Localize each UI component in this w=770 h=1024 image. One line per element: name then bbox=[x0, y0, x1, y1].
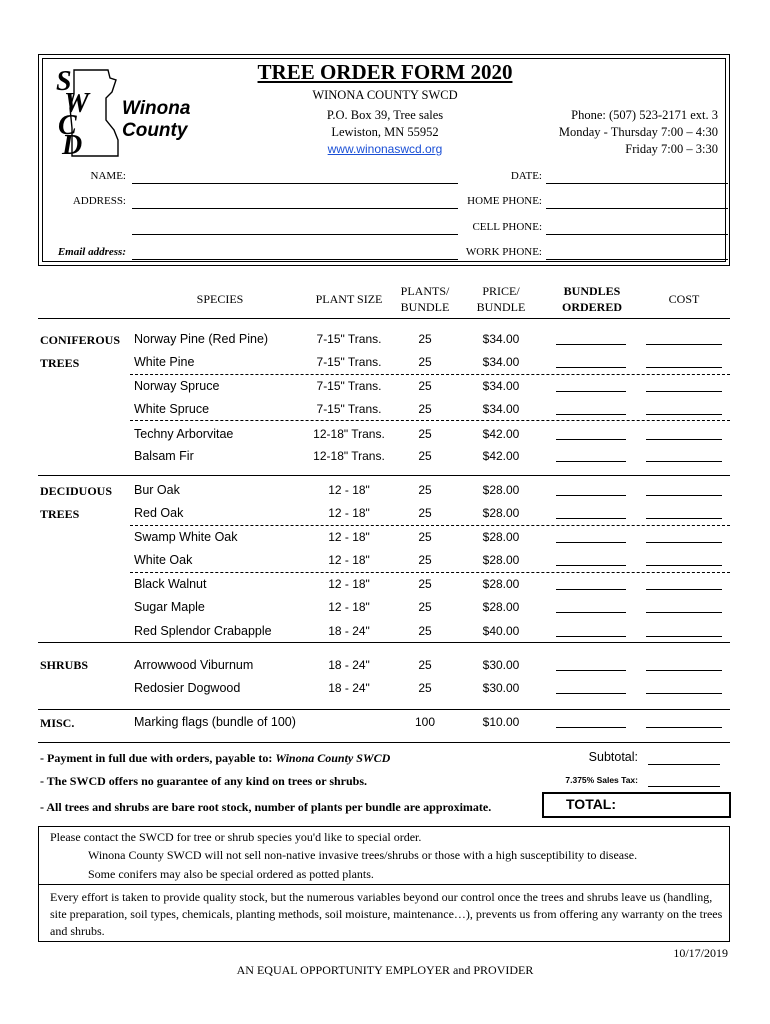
bundles-ordered-field[interactable] bbox=[556, 495, 626, 496]
cost-field[interactable] bbox=[646, 565, 722, 566]
species-name: Techny Arborvitae bbox=[134, 427, 234, 441]
bundles-ordered-field[interactable] bbox=[556, 670, 626, 671]
cell-phone-label: CELL PHONE: bbox=[472, 221, 542, 233]
col-cost: COST bbox=[668, 292, 700, 306]
species-name: Arrowwood Viburnum bbox=[134, 658, 254, 672]
plants-per-bundle: 25 bbox=[418, 530, 432, 544]
logo-name-winona: Winona bbox=[122, 98, 191, 119]
price-per-bundle: $28.00 bbox=[482, 530, 520, 544]
address-label: ADDRESS: bbox=[72, 195, 126, 207]
species-name: Red Splendor Crabapple bbox=[134, 624, 272, 638]
cost-field[interactable] bbox=[646, 391, 722, 392]
category-coniferous: CONIFEROUS bbox=[40, 333, 121, 347]
price-per-bundle: $30.00 bbox=[482, 658, 520, 672]
price-per-bundle: $30.00 bbox=[482, 681, 520, 695]
price-per-bundle: $28.00 bbox=[482, 553, 520, 567]
bundles-ordered-field[interactable] bbox=[556, 518, 626, 519]
category-misc: MISC. bbox=[40, 716, 75, 730]
bundles-ordered-field[interactable] bbox=[556, 414, 626, 415]
address-field[interactable] bbox=[132, 208, 458, 209]
category-coniferous-trees: TREES bbox=[40, 356, 80, 370]
plants-per-bundle: 25 bbox=[418, 681, 432, 695]
price-per-bundle: $42.00 bbox=[482, 449, 520, 463]
guarantee-note: - The SWCD offers no guarantee of any kind on trees or shrubs. bbox=[40, 774, 368, 788]
plants-per-bundle: 25 bbox=[418, 553, 432, 567]
price-per-bundle: $28.00 bbox=[482, 506, 520, 520]
divider bbox=[38, 318, 730, 319]
plant-size: 12 - 18" bbox=[328, 577, 370, 591]
bare-root-note: - All trees and shrubs are bare root stock, number of plants per bundle are approximate. bbox=[40, 800, 492, 814]
plants-per-bundle: 25 bbox=[418, 506, 432, 520]
bundles-ordered-field[interactable] bbox=[556, 542, 626, 543]
price-per-bundle: $42.00 bbox=[482, 427, 520, 441]
species-name: Sugar Maple bbox=[134, 600, 205, 614]
divider bbox=[38, 742, 730, 743]
plants-per-bundle: 25 bbox=[418, 658, 432, 672]
name-field[interactable] bbox=[132, 183, 458, 184]
address-line-1: P.O. Box 39, Tree sales bbox=[326, 108, 444, 122]
warranty-note: Every effort is taken to provide quality stock, but the numerous variables beyond our control once the trees and shrubs leave us (handling, site preparation, soil types, chemicals, planting methods, soil moisture, maintenance…), prevents us from offering any warranty on the trees and shrubs. bbox=[50, 890, 723, 938]
plant-size: 18 - 24" bbox=[328, 681, 370, 695]
plant-size: 7-15" Trans. bbox=[316, 402, 382, 416]
date-label: DATE: bbox=[510, 170, 542, 182]
bundles-ordered-field[interactable] bbox=[556, 367, 626, 368]
revision-date: 10/17/2019 bbox=[673, 946, 728, 960]
payment-note-text: - Payment in full due with orders, payable to: bbox=[40, 751, 276, 765]
cost-field[interactable] bbox=[646, 461, 722, 462]
hours-friday: Friday 7:00 – 3:30 bbox=[625, 142, 718, 156]
plants-per-bundle: 25 bbox=[418, 379, 432, 393]
bundles-ordered-field[interactable] bbox=[556, 612, 626, 613]
potted-note: Some conifers may also be special ordered as potted plants. bbox=[88, 867, 374, 881]
price-per-bundle: $34.00 bbox=[482, 355, 520, 369]
divider bbox=[38, 475, 730, 476]
cost-field[interactable] bbox=[646, 612, 722, 613]
cell-phone-field[interactable] bbox=[546, 234, 728, 235]
name-label: NAME: bbox=[90, 170, 126, 182]
price-per-bundle: $10.00 bbox=[482, 715, 520, 729]
plants-per-bundle: 25 bbox=[418, 427, 432, 441]
col-plants-bundle-1: PLANTS/ bbox=[400, 284, 450, 298]
species-name: Red Oak bbox=[134, 506, 184, 520]
col-species: SPECIES bbox=[196, 292, 244, 306]
species-name: White Spruce bbox=[134, 402, 210, 416]
home-phone-field[interactable] bbox=[546, 208, 728, 209]
species-name: Balsam Fir bbox=[134, 449, 194, 463]
price-per-bundle: $40.00 bbox=[482, 624, 520, 638]
bundles-ordered-field[interactable] bbox=[556, 344, 626, 345]
total-label: TOTAL: bbox=[566, 796, 617, 812]
bundles-ordered-field[interactable] bbox=[556, 565, 626, 566]
dashed-divider bbox=[130, 420, 730, 421]
bundles-ordered-field[interactable] bbox=[556, 636, 626, 637]
col-plants-bundle-2: BUNDLE bbox=[400, 300, 450, 314]
cost-field[interactable] bbox=[646, 589, 722, 590]
org-name: WINONA COUNTY SWCD bbox=[312, 88, 458, 102]
plant-size: 7-15" Trans. bbox=[316, 379, 382, 393]
special-order-text: Please contact the SWCD for tree or shrub species you'd like to special order. bbox=[50, 830, 422, 844]
bundles-ordered-field[interactable] bbox=[556, 589, 626, 590]
plant-size: 18 - 24" bbox=[328, 658, 370, 672]
divider bbox=[38, 709, 730, 710]
species-name: Black Walnut bbox=[134, 577, 207, 591]
date-field[interactable] bbox=[546, 183, 728, 184]
sales-tax-label: 7.375% Sales Tax: bbox=[565, 775, 638, 785]
logo-letter-s: S bbox=[56, 66, 72, 97]
plants-per-bundle: 25 bbox=[418, 332, 432, 346]
cost-field[interactable] bbox=[646, 414, 722, 415]
species-name: White Oak bbox=[134, 553, 193, 567]
price-per-bundle: $28.00 bbox=[482, 577, 520, 591]
plant-size: 12 - 18" bbox=[328, 530, 370, 544]
category-shrubs: SHRUBS bbox=[40, 658, 89, 672]
cost-field[interactable] bbox=[646, 518, 722, 519]
work-phone-field[interactable] bbox=[546, 259, 728, 260]
equal-opportunity: AN EQUAL OPPORTUNITY EMPLOYER and PROVIDER bbox=[236, 963, 534, 977]
sales-tax-field[interactable] bbox=[648, 786, 720, 787]
work-phone-label: WORK PHONE: bbox=[465, 246, 542, 258]
divider bbox=[38, 884, 730, 885]
plant-size: 12 - 18" bbox=[328, 506, 370, 520]
hours-mon-thu: Monday - Thursday 7:00 – 4:30 bbox=[558, 125, 718, 139]
species-name: Bur Oak bbox=[134, 483, 180, 497]
dashed-divider bbox=[130, 572, 730, 573]
category-deciduous: DECIDUOUS bbox=[40, 484, 113, 498]
payment-note bbox=[40, 751, 390, 766]
price-per-bundle: $34.00 bbox=[482, 332, 520, 346]
subtotal-field[interactable] bbox=[648, 764, 720, 765]
species-name: Marking flags (bundle of 100) bbox=[134, 715, 296, 729]
cost-field[interactable] bbox=[646, 727, 722, 728]
address-line-2: Lewiston, MN 55952 bbox=[331, 125, 439, 139]
plant-size: 7-15" Trans. bbox=[316, 355, 382, 369]
species-name: Norway Spruce bbox=[134, 379, 220, 393]
bundles-ordered-field[interactable] bbox=[556, 391, 626, 392]
address-field-line-2[interactable] bbox=[132, 234, 458, 235]
bundles-ordered-field[interactable] bbox=[556, 461, 626, 462]
bundles-ordered-field[interactable] bbox=[556, 693, 626, 694]
subtotal-label: Subtotal: bbox=[588, 750, 638, 764]
category-deciduous-trees: TREES bbox=[40, 507, 80, 521]
species-name: Swamp White Oak bbox=[134, 530, 238, 544]
plants-per-bundle: 25 bbox=[418, 624, 432, 638]
col-price-bundle-1: PRICE/ bbox=[482, 284, 520, 298]
price-per-bundle: $34.00 bbox=[482, 402, 520, 416]
plant-size: 7-15" Trans. bbox=[316, 332, 382, 346]
col-bundles-ordered-2: ORDERED bbox=[561, 300, 622, 314]
divider bbox=[38, 642, 730, 643]
logo-letter-w: W bbox=[64, 88, 89, 119]
logo-name-county: County bbox=[122, 120, 188, 141]
email-label: Email address: bbox=[57, 246, 126, 258]
home-phone-label: HOME PHONE: bbox=[467, 195, 542, 207]
cost-field[interactable] bbox=[646, 367, 722, 368]
email-field[interactable] bbox=[132, 259, 458, 260]
price-per-bundle: $28.00 bbox=[482, 483, 520, 497]
plant-size: 12 - 18" bbox=[328, 600, 370, 614]
plants-per-bundle: 25 bbox=[418, 355, 432, 369]
price-per-bundle: $28.00 bbox=[482, 600, 520, 614]
page-title: TREE ORDER FORM 2020 bbox=[257, 60, 513, 84]
species-name: White Pine bbox=[134, 355, 195, 369]
dashed-divider bbox=[130, 374, 730, 375]
plants-per-bundle: 25 bbox=[418, 402, 432, 416]
cost-field[interactable] bbox=[646, 542, 722, 543]
species-name: Norway Pine (Red Pine) bbox=[134, 332, 269, 346]
cost-field[interactable] bbox=[646, 439, 722, 440]
cost-field[interactable] bbox=[646, 693, 722, 694]
col-bundles-ordered-1: BUNDLES bbox=[563, 284, 621, 298]
payment-payee: Winona County SWCD bbox=[275, 751, 391, 765]
cost-field[interactable] bbox=[646, 495, 722, 496]
logo-letter-d: D bbox=[62, 130, 83, 161]
plant-size: 12-18" Trans. bbox=[313, 449, 385, 463]
plants-per-bundle: 25 bbox=[418, 449, 432, 463]
phone-text: Phone: (507) 523-2171 ext. 3 bbox=[571, 108, 718, 122]
website-link[interactable]: www.winonaswcd.org bbox=[327, 142, 443, 156]
plants-per-bundle: 100 bbox=[414, 715, 436, 729]
price-per-bundle: $34.00 bbox=[482, 379, 520, 393]
invasive-note: Winona County SWCD will not sell non-native invasive trees/shrubs or those with a high susceptibility to disease. bbox=[88, 848, 638, 862]
col-plant-size: PLANT SIZE bbox=[315, 292, 383, 306]
plant-size: 12 - 18" bbox=[328, 483, 370, 497]
cost-field[interactable] bbox=[646, 344, 722, 345]
plant-size: 12 - 18" bbox=[328, 553, 370, 567]
plants-per-bundle: 25 bbox=[418, 577, 432, 591]
plant-size: 12-18" Trans. bbox=[313, 427, 385, 441]
cost-field[interactable] bbox=[646, 670, 722, 671]
dashed-divider bbox=[130, 525, 730, 526]
plant-size: 18 - 24" bbox=[328, 624, 370, 638]
cost-field[interactable] bbox=[646, 636, 722, 637]
logo-letter-c: C bbox=[58, 110, 77, 141]
species-name: Redosier Dogwood bbox=[134, 681, 241, 695]
bundles-ordered-field[interactable] bbox=[556, 439, 626, 440]
bundles-ordered-field[interactable] bbox=[556, 727, 626, 728]
plants-per-bundle: 25 bbox=[418, 600, 432, 614]
col-price-bundle-2: BUNDLE bbox=[476, 300, 526, 314]
plants-per-bundle: 25 bbox=[418, 483, 432, 497]
